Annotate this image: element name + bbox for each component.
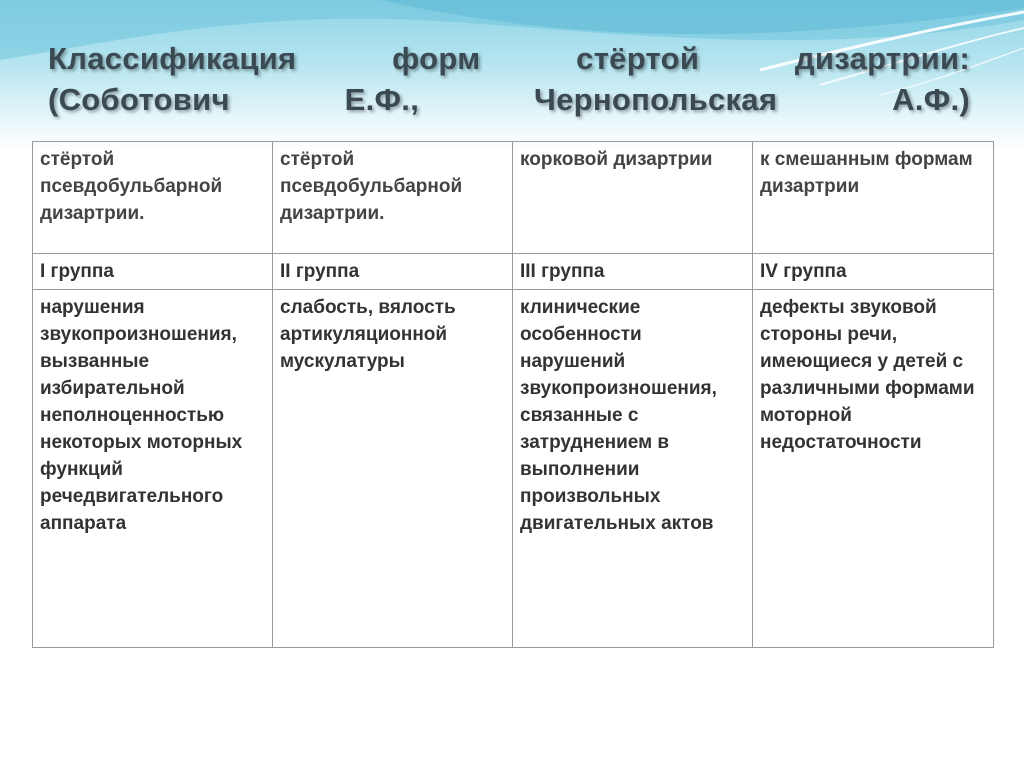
form-cell-4: к смешанным формам дизартрии [753,142,994,254]
group-cell-3: III группа [513,254,753,290]
description-cell-4: дефекты звуковой стороны речи, имеющиеся у детей с различными формами моторной недостаточности [753,290,994,648]
form-cell-2: стёртой псевдобульбарной дизартрии. [273,142,513,254]
group-cell-2: II группа [273,254,513,290]
slide-title-line-1: Классификация форм стёртой дизартрии: [48,41,970,76]
slide-title [48,38,970,120]
form-cell-1: стёртой псевдобульбарной дизартрии. [33,142,273,254]
classification-table [32,141,994,648]
descriptions-row [33,290,994,648]
group-cell-1: I группа [33,254,273,290]
slide-title-line-2: (Соботович Е.Ф., Чернопольская А.Ф.) [48,82,970,117]
description-cell-1: нарушения звукопроизношения, вызванные избирательной неполноценностью некоторых моторных функций речедвигательного аппарата [33,290,273,648]
description-cell-2: слабость, вялость артикуляционной мускулатуры [273,290,513,648]
form-cell-3: корковой дизартрии [513,142,753,254]
group-cell-4: IV группа [753,254,994,290]
groups-row [33,254,994,290]
description-cell-3: клинические особенности нарушений звукопроизношения, связанные с затруднением в выполнении произвольных двигательных актов [513,290,753,648]
forms-row [33,142,994,254]
